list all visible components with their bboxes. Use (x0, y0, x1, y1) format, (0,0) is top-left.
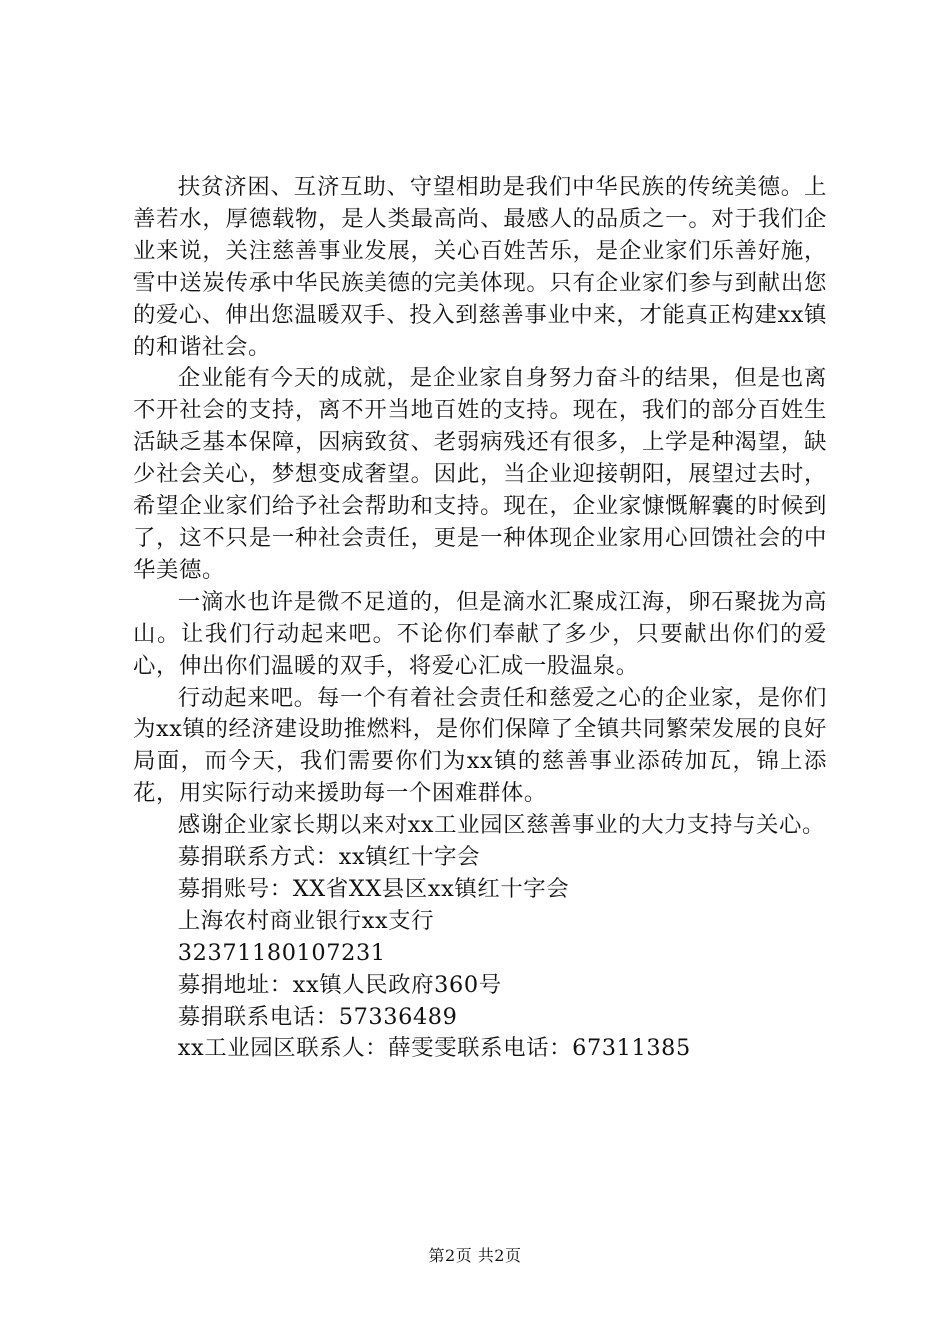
donation-account: 募捐账号：XX省XX县区xx镇红十字会 (177, 875, 570, 902)
donation-bank: 上海农村商业银行xx支行 (177, 907, 435, 934)
donation-contact-method: 募捐联系方式：xx镇红十字会 (177, 844, 481, 871)
donation-phone: 募捐联系电话：57336489 (177, 1003, 458, 1030)
page-number-footer: 第2页 共2页 (428, 1246, 522, 1265)
paragraph-thanks: 感谢企业家长期以来对xx工业园区慈善事业的大力支持与关心。 (177, 812, 825, 839)
paragraph-drop-of-water: 一滴水也许是微不足道的，但是滴水汇聚成江海，卵石聚拢为高山。让我们行动起来吧。不论你们奉献了多少，只要献出你们的爱心，伸出你们温暖的双手，将爱心汇成一股温泉。 (133, 588, 827, 679)
paragraph-take-action: 行动起来吧。每一个有着社会责任和慈爱之心的企业家，是你们为xx镇的经济建设助推燃料，是你们保障了全镇共同繁荣发展的良好局面，而今天，我们需要你们为xx镇的慈善事业添砖加瓦，锦上添花，用实际行动来援助每一个困难群体。 (133, 684, 827, 807)
paragraph-enterprise-achievement: 企业能有今天的成就，是企业家自身努力奋斗的结果，但是也离不开社会的支持，离不开当地百姓的支持。现在，我们的部分百姓生活缺乏基本保障，因病致贫、老弱病残还有很多，上学是种渴望，缺少社会关心，梦想变成奢望。因此，当企业迎接朝阳，展望过去时，希望企业家们给予社会帮助和支持。现在，企业家慷慨解囊的时候到了，这不只是一种社会责任，更是一种体现企业家用心回馈社会的中华美德。 (133, 365, 827, 583)
donation-account-number: 32371180107231 (177, 939, 386, 966)
paragraph-charity-tradition: 扶贫济困、互济互助、守望相助是我们中华民族的传统美德。上善若水，厚德载物，是人类最高尚、最感人的品质之一。对于我们企业来说，关注慈善事业发展，关心百姓苦乐，是企业家们乐善好施，雪中送炭传承中华民族美德的完美体现。只有企业家们参与到献出您的爱心、伸出您温暖双手、投入到慈善事业中来，才能真正构建xx镇的和谐社会。 (133, 174, 827, 360)
donation-contact-info (133, 842, 827, 1065)
document-body (133, 172, 827, 1065)
donation-address: 募捐地址：xx镇人民政府360号 (177, 971, 502, 998)
park-contact-person: xx工业园区联系人：薛雯雯联系电话：67311385 (177, 1035, 691, 1062)
